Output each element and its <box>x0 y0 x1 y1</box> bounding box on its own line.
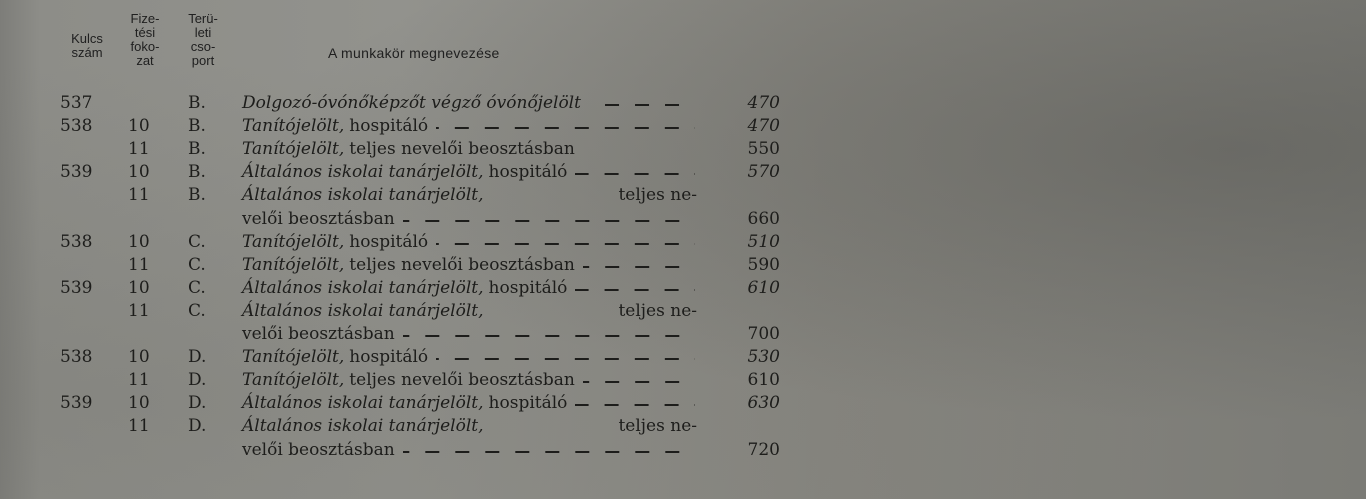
munkakor-text: hospitáló <box>488 277 568 298</box>
munkakor-cell <box>242 92 697 115</box>
table-row <box>0 369 820 392</box>
munkakor-italic-text: Tanítójelölt, <box>242 254 345 275</box>
munkakor-italic-text: Általános iskolai tanárjelölt, <box>242 300 484 321</box>
fizetesi-fokozat-cell: 10 <box>128 277 150 298</box>
munkakor-italic-text: Általános iskolai tanárjelölt, <box>242 185 484 206</box>
kulcs-szam-cell: 539 <box>60 162 93 183</box>
salary-value-cell: 510 <box>747 231 780 252</box>
munkakor-italic-text: Tanítójelölt, <box>242 139 345 160</box>
leader-dashes <box>436 115 695 138</box>
munkakor-text: velői beosztásban <box>242 439 395 460</box>
salary-value-cell: 610 <box>747 370 780 391</box>
teruleti-csoport-cell: B. <box>188 116 206 137</box>
munkakor-cell <box>242 392 697 415</box>
teruleti-csoport-cell: C. <box>188 300 206 321</box>
salary-value-cell: 610 <box>747 277 780 298</box>
fizetesi-fokozat-cell: 10 <box>128 162 150 183</box>
table-row <box>0 439 820 462</box>
table-row <box>0 184 820 207</box>
table-row <box>0 254 820 277</box>
teruleti-csoport-cell: D. <box>188 416 207 437</box>
munkakor-cell <box>242 346 697 369</box>
leader-dashes <box>575 161 695 184</box>
munkakor-text: teljes nevelői beosztásban <box>349 254 575 275</box>
salary-value-cell: 590 <box>747 254 780 275</box>
fizetesi-fokozat-cell: 10 <box>128 347 150 368</box>
munkakor-text: hospitáló <box>488 162 568 183</box>
leader-dashes <box>594 92 695 115</box>
munkakor-cell <box>242 277 697 300</box>
fizetesi-fokozat-cell: 10 <box>128 231 150 252</box>
salary-value-cell: 550 <box>747 139 780 160</box>
kulcs-szam-cell: 538 <box>60 116 93 137</box>
munkakor-cell <box>242 415 697 438</box>
fizetesi-fokozat-cell: 11 <box>128 139 150 160</box>
header-kulcs-szam: Kulcs szám <box>71 31 103 60</box>
munkakor-text: teljes ne- <box>618 416 697 437</box>
munkakor-cell <box>242 115 697 138</box>
munkakor-cell <box>242 231 697 254</box>
teruleti-csoport-cell: B. <box>188 162 206 183</box>
kulcs-szam-cell: 538 <box>60 347 93 368</box>
salary-value-cell: 470 <box>747 116 780 137</box>
teruleti-csoport-cell: C. <box>188 231 206 252</box>
table-row <box>0 392 820 415</box>
leader-dashes <box>575 392 695 415</box>
leader-dashes <box>403 323 695 346</box>
munkakor-cell <box>242 208 697 231</box>
fizetesi-fokozat-cell: 10 <box>128 393 150 414</box>
table-row <box>0 415 820 438</box>
table-row <box>0 138 820 161</box>
munkakor-italic-text: Általános iskolai tanárjelölt, <box>242 277 484 298</box>
munkakor-text: teljes ne- <box>618 300 697 321</box>
table-row <box>0 277 820 300</box>
leader-dashes <box>403 208 695 231</box>
teruleti-csoport-cell: B. <box>188 185 206 206</box>
munkakor-cell <box>242 439 697 462</box>
table-row <box>0 115 820 138</box>
munkakor-text: teljes ne- <box>618 185 697 206</box>
header-fizetesi-fokozat: Fize- tési foko- zat <box>130 11 160 68</box>
table-row <box>0 323 820 346</box>
munkakor-italic-text: Általános iskolai tanárjelölt, <box>242 162 484 183</box>
munkakor-cell <box>242 323 697 346</box>
teruleti-csoport-cell: D. <box>188 393 207 414</box>
munkakor-italic-text: Tanítójelölt, <box>242 370 345 391</box>
salary-value-cell: 570 <box>747 162 780 183</box>
leader-dashes <box>583 254 695 277</box>
munkakor-cell <box>242 254 697 277</box>
teruleti-csoport-cell: B. <box>188 93 206 113</box>
salary-value-cell: 470 <box>747 93 780 113</box>
teruleti-csoport-cell: D. <box>188 347 207 368</box>
munkakor-cell <box>242 300 697 323</box>
munkakor-cell <box>242 369 697 392</box>
fizetesi-fokozat-cell: 11 <box>128 416 150 437</box>
table-row <box>0 92 820 115</box>
munkakor-text: velői beosztásban <box>242 208 395 229</box>
kulcs-szam-cell: 539 <box>60 393 93 414</box>
munkakor-text: hospitáló <box>349 116 429 137</box>
leader-dashes <box>583 369 695 392</box>
header-munkakor-megnevezese: A munkakör megnevezése <box>328 45 500 61</box>
kulcs-szam-cell: 539 <box>60 277 93 298</box>
leader-dashes <box>575 277 695 300</box>
teruleti-csoport-cell: D. <box>188 370 207 391</box>
munkakor-text: hospitáló <box>349 231 429 252</box>
fizetesi-fokozat-cell: 11 <box>128 185 150 206</box>
munkakor-text: teljes nevelői beosztásban <box>349 139 575 160</box>
table-row <box>0 346 820 369</box>
munkakor-italic-text: Tanítójelölt, <box>242 116 345 137</box>
teruleti-csoport-cell: C. <box>188 277 206 298</box>
munkakor-text: hospitáló <box>488 393 568 414</box>
leader-dashes <box>436 231 695 254</box>
munkakor-cell <box>242 184 697 207</box>
teruleti-csoport-cell: C. <box>188 254 206 275</box>
munkakor-italic-text: Tanítójelölt, <box>242 231 345 252</box>
munkakor-cell <box>242 161 697 184</box>
munkakor-text: hospitáló <box>349 347 429 368</box>
salary-value-cell: 660 <box>747 208 780 229</box>
salary-value-cell: 720 <box>747 439 780 460</box>
fizetesi-fokozat-cell: 11 <box>128 370 150 391</box>
fizetesi-fokozat-cell: 11 <box>128 300 150 321</box>
teruleti-csoport-cell: B. <box>188 139 206 160</box>
table-row <box>0 161 820 184</box>
salary-value-cell: 530 <box>747 347 780 368</box>
munkakor-text: teljes nevelői beosztásban <box>349 370 575 391</box>
kulcs-szam-cell: 538 <box>60 231 93 252</box>
munkakor-italic-text: Tanítójelölt, <box>242 347 345 368</box>
fizetesi-fokozat-cell: 10 <box>128 116 150 137</box>
munkakor-text: velői beosztásban <box>242 324 395 344</box>
munkakor-cell <box>242 138 697 161</box>
salary-value-cell: 630 <box>747 393 780 414</box>
munkakor-italic-text: Általános iskolai tanárjelölt, <box>242 416 484 437</box>
fizetesi-fokozat-cell: 11 <box>128 254 150 275</box>
table-row <box>0 208 820 231</box>
table-row <box>0 231 820 254</box>
header-teruleti-csoport: Terü- leti cso- port <box>188 11 218 68</box>
munkakor-italic-text: Általános iskolai tanárjelölt, <box>242 393 484 414</box>
leader-dashes <box>436 346 695 369</box>
munkakor-italic-text: Dolgozó-óvónőképzőt végző óvónőjelölt <box>242 93 581 113</box>
salary-value-cell: 700 <box>747 324 780 344</box>
table-row <box>0 300 820 323</box>
kulcs-szam-cell: 537 <box>60 93 93 113</box>
leader-dashes <box>403 439 695 462</box>
